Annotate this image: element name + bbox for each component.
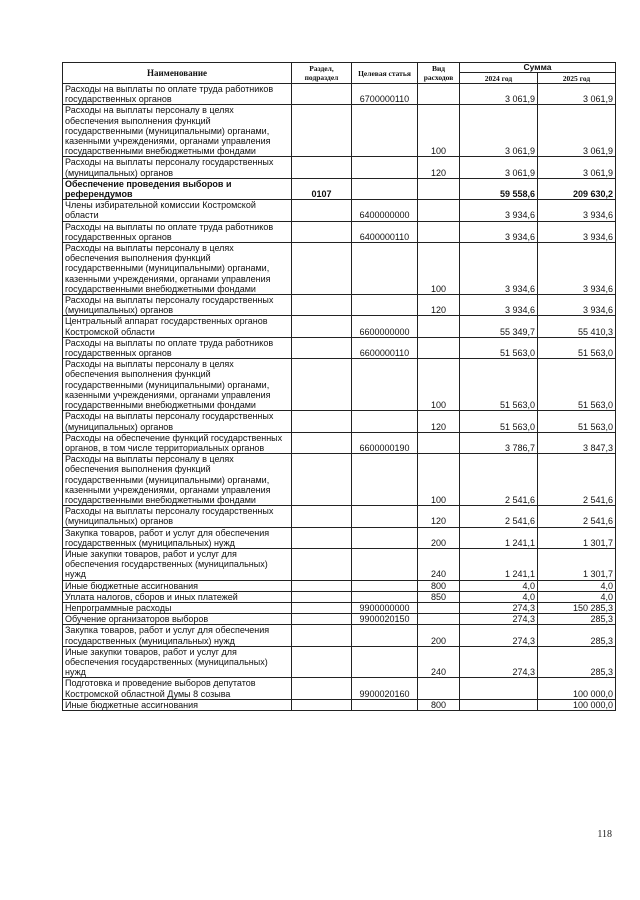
header-name: Наименование [63,63,292,84]
row-section-cell [292,295,352,316]
table-row [63,591,616,602]
table-row [63,178,616,199]
row-name-cell: Расходы на выплаты персоналу государственных (муниципальных) органов [63,506,292,527]
row-target-cell [352,580,418,591]
row-target-cell [352,243,418,295]
row-section-cell [292,200,352,221]
row-name-cell: Непрограммные расходы [63,602,292,613]
row-kind-cell: 100 [418,454,460,506]
row-name-cell: Обучение организаторов выборов [63,614,292,625]
row-kind-cell [418,614,460,625]
row-name-cell: Закупка товаров, работ и услуг для обеспечения государственных (муниципальных) нужд [63,625,292,646]
row-2024-cell: 1 241,1 [460,548,538,580]
table-row [63,678,616,699]
row-section-cell [292,157,352,178]
row-2025-cell: 1 301,7 [538,548,616,580]
row-section-cell [292,548,352,580]
row-target-cell [352,646,418,678]
table-row [63,200,616,221]
row-kind-cell: 240 [418,646,460,678]
row-section-cell [292,337,352,358]
row-name-cell: Расходы на обеспечение функций государственных органов, в том числе территориальных органов [63,432,292,453]
row-2025-cell: 3 061,9 [538,105,616,157]
row-name-cell: Расходы на выплаты персоналу государственных (муниципальных) органов [63,295,292,316]
row-section-cell [292,527,352,548]
row-target-cell [352,699,418,710]
row-target-cell [352,625,418,646]
table-row [63,506,616,527]
table-row [63,527,616,548]
row-kind-cell [418,316,460,337]
row-target-cell [352,105,418,157]
row-2024-cell: 274,3 [460,646,538,678]
row-2024-cell: 59 558,6 [460,178,538,199]
table-row [63,432,616,453]
row-2024-cell: 3 934,6 [460,243,538,295]
row-target-cell: 6600000110 [352,337,418,358]
table-header [63,63,616,84]
row-name-cell: Расходы на выплаты персоналу в целях обеспечения выполнения функций государственными (муниципальными) органами, казенными учреждениями, органами управления государственными внебюджетными фондами [63,454,292,506]
row-2024-cell: 55 349,7 [460,316,538,337]
row-name-cell: Расходы на выплаты персоналу в целях обеспечения выполнения функций государственными (муниципальными) органами, казенными учреждениями, органами управления государственными внебюджетными фондами [63,105,292,157]
row-2025-cell: 4,0 [538,580,616,591]
table-row [63,580,616,591]
row-section-cell [292,105,352,157]
row-name-cell: Расходы на выплаты персоналу в целях обеспечения выполнения функций государственными (муниципальными) органами, казенными учреждениями, органами управления государственными внебюджетными фондами [63,359,292,411]
row-target-cell: 9900000000 [352,602,418,613]
row-2024-cell: 3 061,9 [460,84,538,105]
row-kind-cell: 120 [418,411,460,432]
row-2025-cell: 4,0 [538,591,616,602]
row-kind-cell: 100 [418,105,460,157]
row-section-cell: 0107 [292,178,352,199]
table-row [63,602,616,613]
table-row [63,295,616,316]
row-2025-cell: 209 630,2 [538,178,616,199]
row-2024-cell [460,678,538,699]
row-2025-cell: 3 934,6 [538,200,616,221]
row-kind-cell: 120 [418,506,460,527]
table-row [63,221,616,242]
row-2025-cell: 3 934,6 [538,295,616,316]
row-kind-cell [418,678,460,699]
row-name-cell: Иные бюджетные ассигнования [63,699,292,710]
row-2025-cell: 3 847,3 [538,432,616,453]
row-2024-cell: 3 786,7 [460,432,538,453]
row-2024-cell: 3 934,6 [460,200,538,221]
header-year-2025: 2025 год [538,73,616,84]
row-target-cell [352,178,418,199]
row-kind-cell: 120 [418,295,460,316]
table-row [63,316,616,337]
row-name-cell: Обеспечение проведения выборов и референдумов [63,178,292,199]
page-number: 118 [597,829,612,840]
row-section-cell [292,411,352,432]
header-section: Раздел, подраздел [292,63,352,84]
row-2025-cell: 2 541,6 [538,454,616,506]
table-row [63,105,616,157]
row-section-cell [292,221,352,242]
row-name-cell: Члены избирательной комиссии Костромской области [63,200,292,221]
row-section-cell [292,432,352,453]
row-2024-cell: 51 563,0 [460,411,538,432]
table-row [63,614,616,625]
row-2024-cell: 3 061,9 [460,105,538,157]
row-kind-cell [418,432,460,453]
row-target-cell [352,411,418,432]
table-row [63,699,616,710]
row-2024-cell: 4,0 [460,580,538,591]
header-kind: Вид расходов [418,63,460,84]
row-2024-cell: 2 541,6 [460,454,538,506]
row-2024-cell: 3 934,6 [460,295,538,316]
row-target-cell [352,359,418,411]
row-target-cell: 9900020160 [352,678,418,699]
row-kind-cell [418,178,460,199]
row-name-cell: Иные закупки товаров, работ и услуг для обеспечения государственных (муниципальных) нужд [63,646,292,678]
row-name-cell: Иные бюджетные ассигнования [63,580,292,591]
row-name-cell: Расходы на выплаты персоналу государственных (муниципальных) органов [63,411,292,432]
row-kind-cell: 240 [418,548,460,580]
row-section-cell [292,580,352,591]
row-2025-cell: 285,3 [538,646,616,678]
row-section-cell [292,506,352,527]
row-target-cell: 6400000110 [352,221,418,242]
row-2024-cell: 274,3 [460,614,538,625]
row-section-cell [292,625,352,646]
row-name-cell: Расходы на выплаты по оплате труда работников государственных органов [63,337,292,358]
row-name-cell: Подготовка и проведение выборов депутатов Костромской областной Думы 8 созыва [63,678,292,699]
row-target-cell [352,454,418,506]
row-name-cell: Расходы на выплаты персоналу государственных (муниципальных) органов [63,157,292,178]
row-2024-cell [460,699,538,710]
row-2024-cell: 3 061,9 [460,157,538,178]
row-target-cell: 9900020150 [352,614,418,625]
row-2024-cell: 3 934,6 [460,221,538,242]
row-2024-cell: 274,3 [460,625,538,646]
row-2025-cell: 51 563,0 [538,411,616,432]
table-row [63,157,616,178]
header-sum: Сумма [460,63,616,73]
row-2025-cell: 285,3 [538,625,616,646]
row-name-cell: Центральный аппарат государственных органов Костромской области [63,316,292,337]
budget-document [62,62,615,711]
row-2025-cell: 285,3 [538,614,616,625]
row-name-cell: Расходы на выплаты персоналу в целях обеспечения выполнения функций государственными (муниципальными) органами, казенными учреждениями, органами управления государственными внебюджетными фондами [63,243,292,295]
table-row [63,84,616,105]
row-section-cell [292,243,352,295]
row-section-cell [292,646,352,678]
table-row [63,646,616,678]
table-row [63,454,616,506]
row-kind-cell: 800 [418,699,460,710]
row-2025-cell: 3 934,6 [538,243,616,295]
row-kind-cell [418,602,460,613]
row-target-cell [352,591,418,602]
row-2025-cell: 150 285,3 [538,602,616,613]
row-section-cell [292,84,352,105]
row-target-cell: 6600000190 [352,432,418,453]
row-2024-cell: 2 541,6 [460,506,538,527]
row-section-cell [292,454,352,506]
row-name-cell: Уплата налогов, сборов и иных платежей [63,591,292,602]
row-2024-cell: 274,3 [460,602,538,613]
row-target-cell [352,157,418,178]
table-row [63,359,616,411]
row-2025-cell: 100 000,0 [538,699,616,710]
table-row [63,625,616,646]
row-2024-cell: 4,0 [460,591,538,602]
row-kind-cell: 200 [418,527,460,548]
row-kind-cell: 850 [418,591,460,602]
row-target-cell [352,295,418,316]
row-kind-cell: 100 [418,243,460,295]
row-kind-cell: 120 [418,157,460,178]
table-row [63,411,616,432]
table-body [63,84,616,711]
row-name-cell: Иные закупки товаров, работ и услуг для обеспечения государственных (муниципальных) нужд [63,548,292,580]
row-section-cell [292,678,352,699]
row-name-cell: Расходы на выплаты по оплате труда работников государственных органов [63,221,292,242]
row-target-cell [352,527,418,548]
row-target-cell [352,506,418,527]
row-name-cell: Расходы на выплаты по оплате труда работников государственных органов [63,84,292,105]
table-row [63,548,616,580]
row-2024-cell: 51 563,0 [460,337,538,358]
row-2025-cell: 51 563,0 [538,337,616,358]
row-target-cell [352,548,418,580]
row-kind-cell [418,200,460,221]
row-kind-cell: 100 [418,359,460,411]
row-kind-cell: 800 [418,580,460,591]
row-section-cell [292,614,352,625]
row-name-cell: Закупка товаров, работ и услуг для обеспечения государственных (муниципальных) нужд [63,527,292,548]
row-2025-cell: 3 061,9 [538,157,616,178]
row-2025-cell: 51 563,0 [538,359,616,411]
row-section-cell [292,316,352,337]
row-target-cell: 6400000000 [352,200,418,221]
row-section-cell [292,699,352,710]
row-section-cell [292,359,352,411]
row-2024-cell: 1 241,1 [460,527,538,548]
row-kind-cell [418,84,460,105]
row-2025-cell: 55 410,3 [538,316,616,337]
table-row [63,337,616,358]
row-2025-cell: 3 061,9 [538,84,616,105]
header-year-2024: 2024 год [460,73,538,84]
table-row [63,243,616,295]
header-target: Целевая статья [352,63,418,84]
row-2025-cell: 1 301,7 [538,527,616,548]
row-2025-cell: 100 000,0 [538,678,616,699]
row-section-cell [292,591,352,602]
row-section-cell [292,602,352,613]
row-2025-cell: 2 541,6 [538,506,616,527]
budget-table [62,62,616,711]
row-kind-cell [418,337,460,358]
row-kind-cell: 200 [418,625,460,646]
row-target-cell: 6600000000 [352,316,418,337]
row-2025-cell: 3 934,6 [538,221,616,242]
row-target-cell: 6700000110 [352,84,418,105]
row-kind-cell [418,221,460,242]
row-2024-cell: 51 563,0 [460,359,538,411]
